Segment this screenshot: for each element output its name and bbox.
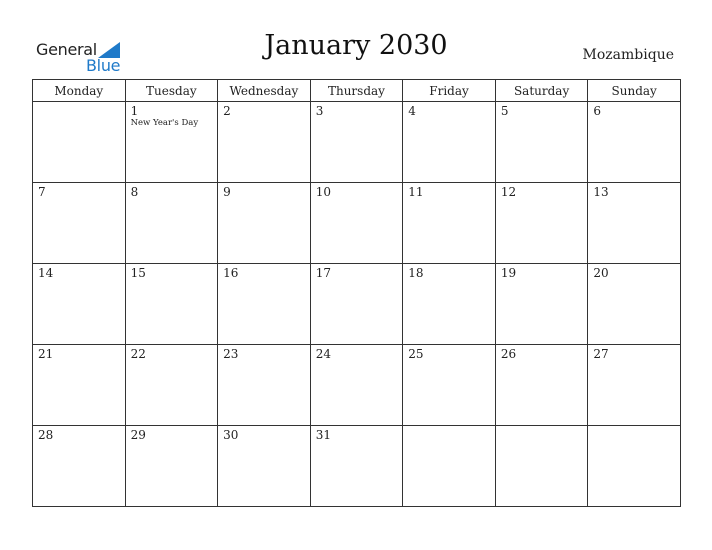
day-cell [218, 426, 311, 507]
logo-word-blue: Blue [86, 56, 121, 75]
day-cell [33, 264, 126, 345]
day-cell [310, 102, 403, 183]
day-cell [125, 345, 218, 426]
day-number: 26 [500, 347, 517, 361]
week-row [33, 183, 681, 264]
week-row [33, 102, 681, 183]
calendar-title: January 2030 [264, 30, 448, 61]
day-cell [218, 264, 311, 345]
day-number: 11 [408, 185, 424, 199]
day-cell [403, 264, 496, 345]
day-cell [310, 183, 403, 264]
day-cell [33, 345, 126, 426]
day-number: 6 [593, 104, 602, 118]
day-cell [125, 183, 218, 264]
day-number: 2 [223, 104, 231, 118]
day-cell [588, 264, 681, 345]
day-number: 10 [315, 185, 331, 199]
day-cell [403, 183, 496, 264]
day-cell [495, 102, 588, 183]
day-number: 31 [315, 428, 331, 442]
day-number: 22 [130, 347, 146, 361]
day-number: 23 [223, 347, 239, 361]
weekday-header: Sunday [588, 80, 681, 102]
day-cell [33, 426, 126, 507]
day-cell [310, 264, 403, 345]
day-number: 4 [408, 104, 416, 118]
day-number: 5 [500, 104, 509, 118]
day-cell [403, 102, 496, 183]
day-number: 21 [38, 347, 54, 361]
weekday-header: Thursday [310, 80, 403, 102]
weekday-header: Saturday [495, 80, 588, 102]
weekday-header-row [33, 80, 681, 102]
day-cell [33, 183, 126, 264]
weekday-header: Monday [33, 80, 126, 102]
day-cell [310, 345, 403, 426]
day-number: 12 [500, 185, 517, 199]
weekday-header: Friday [403, 80, 496, 102]
day-cell [495, 426, 588, 507]
day-number: 1 [130, 104, 139, 118]
day-cell [588, 426, 681, 507]
day-cell [218, 102, 311, 183]
day-cell [125, 426, 218, 507]
day-number: 18 [408, 266, 424, 280]
day-number: 16 [223, 266, 239, 280]
day-cell [125, 264, 218, 345]
day-cell [33, 102, 126, 183]
day-number: 14 [38, 266, 54, 280]
day-number: 8 [130, 185, 139, 199]
day-cell [218, 183, 311, 264]
day-cell [495, 183, 588, 264]
day-number: 13 [593, 185, 609, 199]
day-number: 9 [223, 185, 231, 199]
day-number: 20 [593, 266, 609, 280]
weeks-body [33, 102, 681, 507]
day-number: 25 [408, 347, 424, 361]
week-row [33, 264, 681, 345]
day-cell [403, 345, 496, 426]
weekday-header: Tuesday [125, 80, 218, 102]
week-row [33, 345, 681, 426]
day-number: 3 [315, 104, 324, 118]
country-label: Mozambique [582, 47, 674, 63]
day-cell [588, 183, 681, 264]
month-grid [32, 79, 681, 507]
day-number: 19 [500, 266, 517, 280]
day-number: 29 [130, 428, 146, 442]
day-number: 7 [38, 185, 46, 199]
logo-word-general: General [36, 40, 97, 59]
day-cell [588, 345, 681, 426]
day-number: 30 [223, 428, 239, 442]
day-cell [495, 264, 588, 345]
week-row [33, 426, 681, 507]
day-number: 28 [38, 428, 54, 442]
day-cell [310, 426, 403, 507]
day-cell [588, 102, 681, 183]
day-number: 17 [315, 266, 331, 280]
day-cell [403, 426, 496, 507]
day-cell [125, 102, 218, 183]
day-number: 24 [315, 347, 331, 361]
holiday-label: New Year's Day [130, 118, 199, 128]
day-number: 27 [593, 347, 609, 361]
day-cell [218, 345, 311, 426]
day-number: 15 [130, 266, 146, 280]
day-cell [495, 345, 588, 426]
weekday-header: Wednesday [218, 80, 311, 102]
